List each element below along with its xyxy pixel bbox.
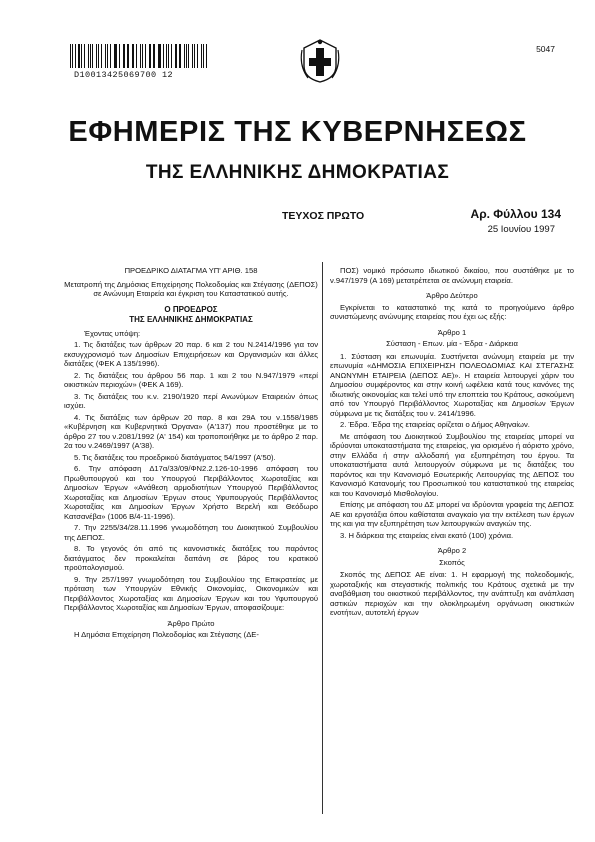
barcode-bar <box>186 44 187 68</box>
consideration-item: 7. Την 2255/34/28.11.1996 γνωμοδότηση του Διοικητικού Συμβουλίου της ΔΕΠΟΣ. <box>64 523 318 542</box>
gazette-subtitle: ΤΗΣ ΕΛΛΗΝΙΚΗΣ ΔΗΜΟΚΡΑΤΙΑΣ <box>145 162 450 183</box>
statute-article-1-subtitle: Σύσταση - Επων. μία - Έδρα - Διάρκεια <box>386 339 518 348</box>
barcode-bar <box>188 44 189 68</box>
barcode-bar <box>107 44 108 68</box>
barcode-bar <box>158 44 159 68</box>
barcode-bar <box>176 44 177 68</box>
barcode-bar <box>168 44 169 68</box>
barcode-bar <box>136 44 138 68</box>
barcode-bar <box>101 44 102 68</box>
barcode-bar <box>75 44 76 68</box>
consideration-item: 2. Τις διατάξεις του άρθρου 56 παρ. 1 και 2 του Ν.947/1979 «περί οικιστικών περιοχών» (ΦΕΚ Α 169). <box>64 370 318 389</box>
barcode-bar <box>153 44 154 68</box>
right-column <box>330 266 574 620</box>
barcode-bar <box>184 44 185 68</box>
barcode-bar <box>105 44 106 68</box>
barcode-bar <box>166 44 167 68</box>
barcode-bar <box>110 44 111 68</box>
statute-paragraph: 2. Έδρα. Έδρα της εταιρείας ορίζεται ο Δήμος Αθηναίων. <box>340 420 530 429</box>
barcode-bar <box>98 44 100 68</box>
barcode-bar <box>72 44 73 68</box>
left-column <box>64 266 318 642</box>
barcode-number: D10013425069700 12 <box>74 70 174 80</box>
barcode-bar <box>142 44 143 68</box>
barcode-bar <box>92 44 93 68</box>
barcode-bar <box>206 44 207 68</box>
statute-article-2-subtitle: Σκοπός <box>439 557 465 567</box>
barcode-bar <box>132 44 133 68</box>
statute-paragraph: Σκοπός της ΔΕΠΟΣ ΑΕ είναι: 1. Η εφαρμογή της πολεοδομικής, χωροταξικής και στεγαστικής πολιτικής του Κράτους σχετικά με την αναβάθμιση του οικιστικού περιβάλλοντος, την ανάπτυξη και ανάπλαση αστικών περιοχών και την ολοκληρωμένη οργάνωση οικιστικών ενοτήτων, αυτοτελή έργων <box>330 570 574 617</box>
column-divider <box>322 262 323 814</box>
barcode-bar <box>171 44 172 68</box>
barcode-bar <box>84 44 85 68</box>
barcode-bar <box>114 44 115 68</box>
statute-article-1-title: Άρθρο 1 <box>437 327 467 337</box>
article-second-text: Εγκρίνεται το καταστατικό της κατά το προηγούμενο άρθρο συνιστώμενης ανώνυμης εταιρείας που έχει ως εξής: <box>330 302 574 321</box>
continued-text: ΠΟΣ) νομικό πρόσωπο ιδιωτικού δικαίου, που συστάθηκε με το ν.947/1979 (Α 169) μετατρέπεται σε ανώνυμη εταιρεία. <box>330 266 574 285</box>
article-first-text: Η Δημόσια Επιχείρηση Πολεοδομίας και Στέγασης (ΔΕ- <box>74 630 259 639</box>
decree-intro: Μετατροπή της Δημόσιας Επιχείρησης Πολεοδομίας και Στέγασης (ΔΕΠΟΣ) σε Ανώνυμη Εταιρεία και έγκριση του Καταστατικού αυτής. <box>64 279 318 298</box>
barcode-bar <box>124 44 125 68</box>
consideration-item: 4. Τις διατάξεις των άρθρων 20 παρ. 8 και 29Α του ν.1558/1985 «Κυβέρνηση και Κυβερνητικά Όργανα» (Α'137) που προστέθηκε με το άρθρο 27 του ν.2081/1992 (Α' 154) και τροποποιήθηκε με το άρθρο 2 παρ. 2α του ν.2469/1997 (Α'38). <box>64 412 318 450</box>
barcode-bar <box>192 44 193 68</box>
barcode <box>70 44 210 68</box>
statute-paragraph: Επίσης με απόφαση του ΔΣ μπορεί να ιδρύονται γραφεία της ΔΕΠΟΣ ΑΕ και εργοτάξια όπου καθίσταται αναγκαίο για την εκτέλεση των έργων της και για την εξυπηρέτηση των λειτουργικών αναγκών της. <box>330 500 574 528</box>
barcode-bar <box>163 44 164 68</box>
barcode-bar <box>90 44 91 68</box>
gazette-title: ΕΦΗΜΕΡΙΣ ΤΗΣ ΚΥΒΕΡΝΗΣΕΩΣ <box>68 116 527 148</box>
president-heading-line-1: Ο ΠΡΟΕΔΡΟΣ <box>164 304 218 314</box>
issue-date: 25 Ιουνίου 1997 <box>487 224 555 235</box>
consideration-item: 8. Το γεγονός ότι από τις κανονιστικές διατάξεις του παρόντος διατάγματος δεν προκαλείται δαπάνη σε βάρος του κρατικού προϋπολογισμού. <box>64 544 318 572</box>
coat-of-arms-icon <box>300 36 340 84</box>
statute-article-2-title: Άρθρο 2 <box>437 546 467 555</box>
article-second-title: Άρθρο Δεύτερο <box>426 291 478 300</box>
decree-title: ΠΡΟΕΔΡΙΚΟ ΔΙΑΤΑΓΜΑ ΥΠ' ΑΡΙΘ. 158 <box>124 266 258 275</box>
barcode-bar <box>150 44 151 68</box>
president-heading-line-2: ΤΗΣ ΕΛΛΗΝΙΚΗΣ ΔΗΜΟΚΡΑΤΙΑΣ <box>129 314 253 324</box>
having-regard: Έχοντας υπόψη: <box>84 328 141 338</box>
president-heading <box>64 305 318 325</box>
barcode-bar <box>96 44 97 68</box>
article-first-title: Άρθρο Πρώτο <box>167 618 215 628</box>
barcode-bar <box>159 44 161 68</box>
sheet-number: Αρ. Φύλλου 134 <box>470 207 561 221</box>
consideration-item: 6. Την απόφαση Δ17α/33/09/ΦΝ2.2.126-10-1996 απόφαση του Πρωθυπουργού και του Υπουργού Περιβάλλοντος Χωροταξίας και Δημοσίων Έργων «Ανάθεση αρμοδιοτήτων Υπουργού Περιβάλλοντος Χωροταξίας και Δημοσίων Έργων στους Υφυπουργούς Περιβάλλοντος Χωροταξίας και Δημοσίων Έργων Χρήστο Βερελή και Θεόδωρο Κατσανέβα» (1006 Β/4-11-1996). <box>64 464 318 521</box>
statute-paragraph: 3. Η διάρκεια της εταιρείας είναι εκατό (100) χρόνια. <box>340 530 514 540</box>
barcode-bar <box>201 44 203 68</box>
consideration-item: 3. Τις διατάξεις του κ.ν. 2190/1920 περί Ανωνύμων Εταιρειών όπως ισχύει. <box>64 391 318 410</box>
issue-type: ΤΕΥΧΟΣ ΠΡΩΤΟ <box>282 210 365 222</box>
barcode-bar <box>149 44 150 68</box>
barcode-bar <box>140 44 141 68</box>
barcode-bar <box>127 44 128 68</box>
consideration-item: 5. Τις διατάξεις του προεδρικού διατάγματος 54/1997 (Α'50). <box>74 452 276 462</box>
barcode-bar <box>145 44 146 68</box>
barcode-bar <box>197 44 198 68</box>
barcode-bar <box>81 44 82 68</box>
barcode-bar <box>123 44 124 68</box>
page-number: 5047 <box>536 44 555 54</box>
barcode-bar <box>179 44 181 68</box>
barcode-bar <box>78 44 80 68</box>
consideration-item: 1. Τις διατάξεις των άρθρων 20 παρ. 6 και 2 του Ν.2414/1996 για τον εκσυγχρονισμό των Δημοσίων Επιχειρήσεων και Οργανισμών και άλλες διατάξεις (ΦΕΚ Α 135/1996). <box>64 340 318 368</box>
barcode-bar <box>194 44 195 68</box>
barcode-bar <box>88 44 89 68</box>
statute-paragraph: 1. Σύσταση και επωνυμία. Συστήνεται ανώνυμη εταιρεία με την επωνυμία «ΔΗΜΟΣΙΑ ΕΠΙΧΕΙΡΗΣΗ ΠΟΛΕΟΔΟΜΙΑΣ ΚΑΙ ΣΤΕΓΑΣΗΣ ΑΝΩΝΥΜΗ ΕΤΑΙΡΕΙΑ (ΔΕΠΟΣ ΑΕ)». Η εταιρεία λειτουργεί χάριν του Δημοσίου συμφέροντος και στην κοινή ωφέλεια κατά τους κανόνες της ιδιωτικής οικονομίας και τελεί υπό την εποπτεία του Κράτους, ασκούμενη από τον Υπουργό Περιβάλλοντος Χωροταξίας και Δημοσίων Έργων σύμφωνα με τις διατάξεις του ν. 2414/1996. <box>330 351 574 418</box>
barcode-bar <box>175 44 176 68</box>
barcode-bar <box>133 44 134 68</box>
statute-paragraph: Με απόφαση του Διοικητικού Συμβουλίου της εταιρείας μπορεί να ιδρύονται υποκαταστήματα της εταιρείας, για ορισμένο ή αόριστο χρόνο, στην Ελλάδα ή στην αλλοδαπή για εξυπηρέτηση του έργου. Τα υποκαταστήματα αυτά λειτουργούν σύμφωνα με τις διατάξεις του παρόντος και την Κανονισμό Εσωτερικής Λειτουργίας της ΔΕΠΟΣ του Κανονισμό Κατανομής του Προσωπικού του καταστατικού της εταιρείας και του Κανονισμό Μισθολογίου. <box>330 431 574 498</box>
barcode-bar <box>115 44 117 68</box>
barcode-bar <box>119 44 120 68</box>
consideration-item: 9. Την 257/1997 γνωμοδότηση του Συμβουλίου της Επικρατείας με πρόταση των Υπουργών Εθνικής Οικονομίας, Οικονομικών και Περιβάλλοντος Χωροταξίας και Δημοσίων Έργων και του Υφυπουργού Περιβάλλοντος Χωροταξίας και Δημοσίων Έργων, αποφασίζουμε: <box>64 574 318 612</box>
barcode-bar <box>203 44 204 68</box>
barcode-bar <box>70 44 71 68</box>
